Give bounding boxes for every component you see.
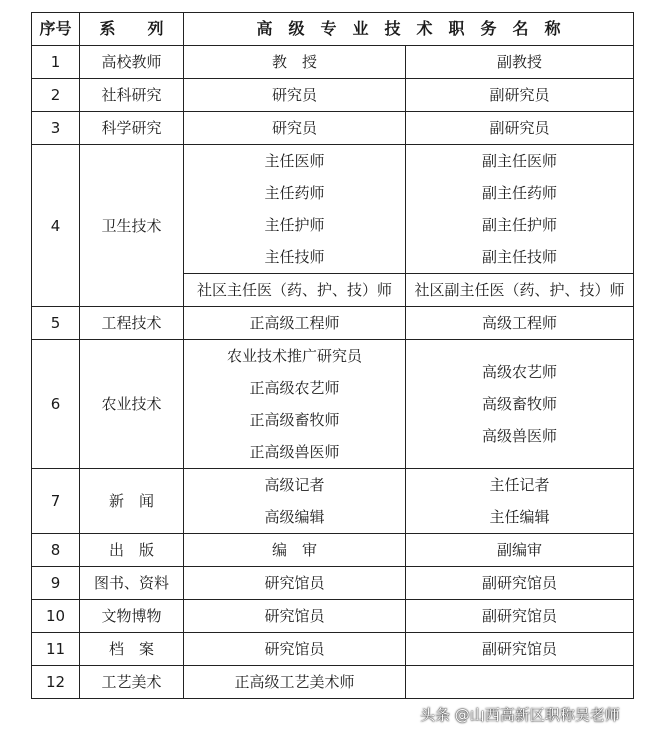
- deputy-title: 副研究员: [406, 112, 634, 145]
- deputy-title: 副研究馆员: [406, 567, 634, 600]
- row-series: 文物博物: [80, 600, 184, 633]
- row-series: 高校教师: [80, 46, 184, 79]
- deputy-title: 主任编辑: [489, 508, 550, 526]
- deputy-title: 高级农艺师: [481, 363, 557, 381]
- table-row: [32, 145, 634, 274]
- senior-title: 正高级工艺美术师: [184, 666, 406, 699]
- deputy-title: 副教授: [406, 46, 634, 79]
- deputy-title: 副研究员: [406, 79, 634, 112]
- senior-title: 正高级工程师: [184, 307, 406, 340]
- row-no: 12: [32, 666, 80, 699]
- senior-title: 研究馆员: [184, 633, 406, 666]
- row-series: 科学研究: [80, 112, 184, 145]
- table-row: [32, 600, 634, 633]
- senior-title: 研究员: [184, 79, 406, 112]
- row-series: 出 版: [80, 534, 184, 567]
- community-senior-title: 社区主任医（药、护、技）师: [196, 281, 392, 299]
- community-deputy-title: 社区副主任医（药、护、技）师: [414, 281, 625, 299]
- deputy-title-cell: [406, 340, 634, 469]
- row-series: 农业技术: [80, 340, 184, 469]
- row-no: 11: [32, 633, 80, 666]
- row-no: 4: [32, 145, 80, 307]
- row-no: 3: [32, 112, 80, 145]
- senior-title: 研究馆员: [184, 600, 406, 633]
- row-series: 图书、资料: [80, 567, 184, 600]
- senior-title: 主任技师: [264, 248, 325, 266]
- senior-title: 正高级兽医师: [249, 443, 340, 461]
- table-row: [32, 666, 634, 699]
- senior-title: 正高级农艺师: [249, 379, 340, 397]
- header-title: 高 级 专 业 技 术 职 务 名 称: [184, 13, 634, 46]
- table-row: [32, 633, 634, 666]
- senior-title-cell: [184, 145, 406, 274]
- row-series: 卫生技术: [80, 145, 184, 307]
- row-no: 9: [32, 567, 80, 600]
- deputy-title: 副编审: [406, 534, 634, 567]
- row-series: 工程技术: [80, 307, 184, 340]
- table-row: [32, 79, 634, 112]
- table-row: [32, 534, 634, 567]
- senior-title: 教 授: [184, 46, 406, 79]
- senior-title-cell: [184, 469, 406, 534]
- row-series: 社科研究: [80, 79, 184, 112]
- senior-title: 研究馆员: [184, 567, 406, 600]
- row-no: 7: [32, 469, 80, 534]
- row-series: 档 案: [80, 633, 184, 666]
- row-series: 工艺美术: [80, 666, 184, 699]
- table-row: [32, 307, 634, 340]
- row-no: 6: [32, 340, 80, 469]
- table-row: [32, 112, 634, 145]
- community-deputy-title-cell: [406, 274, 634, 307]
- deputy-title: 副研究馆员: [406, 633, 634, 666]
- senior-title: 正高级畜牧师: [249, 411, 340, 429]
- header-row: [32, 13, 634, 46]
- deputy-title-cell: [406, 469, 634, 534]
- senior-title: 农业技术推广研究员: [226, 347, 362, 365]
- row-no: 2: [32, 79, 80, 112]
- deputy-title: 副主任技师: [481, 248, 557, 266]
- senior-title: 高级记者: [264, 476, 325, 494]
- senior-title: 高级编辑: [264, 508, 325, 526]
- table-row: [32, 469, 634, 534]
- community-senior-title-cell: [184, 274, 406, 307]
- deputy-title: [406, 666, 634, 699]
- deputy-title: 副主任药师: [481, 184, 557, 202]
- deputy-title: 高级畜牧师: [481, 395, 557, 413]
- table-row: [32, 46, 634, 79]
- deputy-title: 高级工程师: [406, 307, 634, 340]
- senior-title: 主任药师: [264, 184, 325, 202]
- row-series: 新 闻: [80, 469, 184, 534]
- header-no: 序号: [32, 13, 80, 46]
- deputy-title-cell: [406, 145, 634, 274]
- senior-title: 编 审: [184, 534, 406, 567]
- senior-title: 研究员: [184, 112, 406, 145]
- deputy-title: 高级兽医师: [481, 427, 557, 445]
- watermark-text: 头条 @山西高新区职称吴老师: [420, 706, 620, 724]
- row-no: 1: [32, 46, 80, 79]
- title-table: [31, 12, 634, 699]
- deputy-title: 副主任护师: [481, 216, 557, 234]
- row-no: 10: [32, 600, 80, 633]
- table-row: [32, 567, 634, 600]
- table-row: [32, 340, 634, 469]
- row-no: 5: [32, 307, 80, 340]
- senior-title: 主任护师: [264, 216, 325, 234]
- row-no: 8: [32, 534, 80, 567]
- header-series: 系 列: [80, 13, 184, 46]
- senior-title: 主任医师: [264, 152, 325, 170]
- deputy-title: 副研究馆员: [406, 600, 634, 633]
- senior-title-cell: [184, 340, 406, 469]
- deputy-title: 主任记者: [489, 476, 550, 494]
- deputy-title: 副主任医师: [481, 152, 557, 170]
